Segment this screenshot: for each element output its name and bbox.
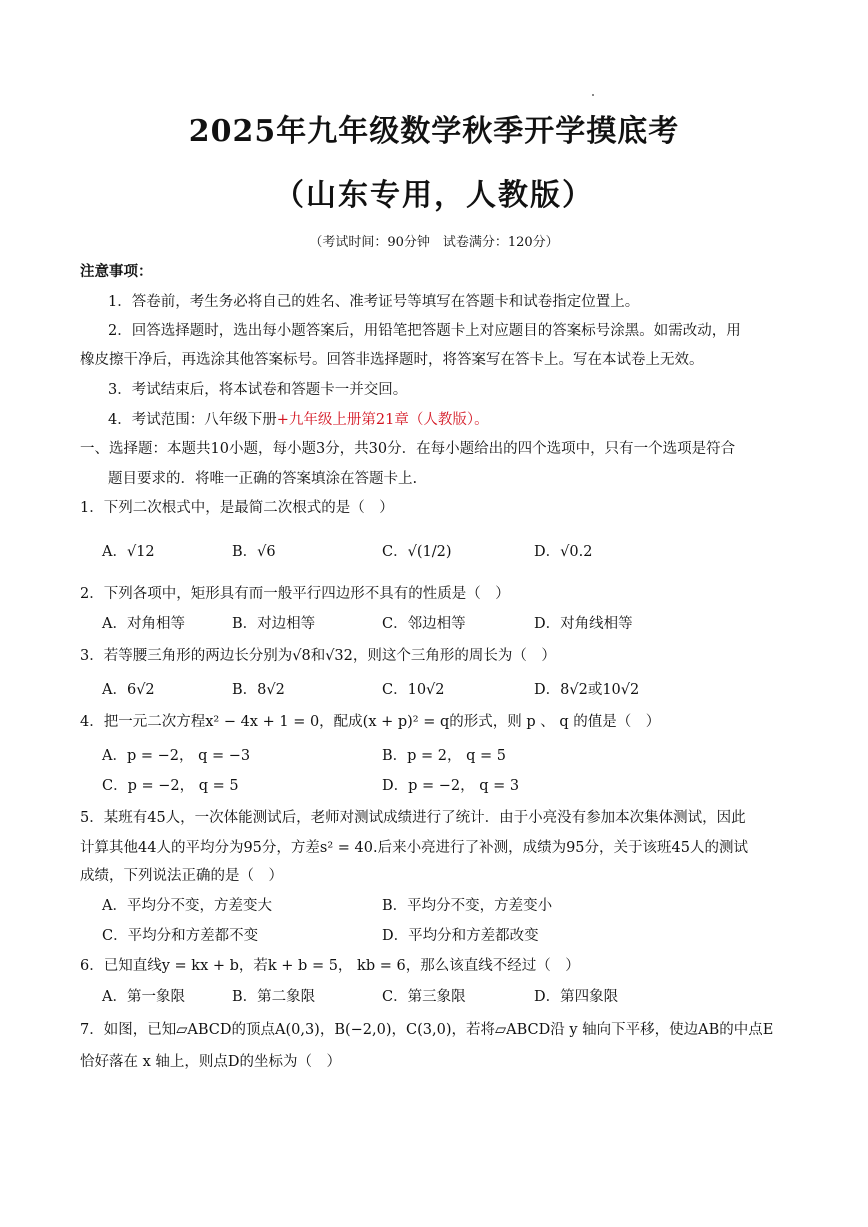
q6-option-d: D．第四象限 — [534, 989, 619, 1005]
q1-option-b: B．√6 — [232, 544, 276, 560]
q4-stem: 4．把一元二次方程x² − 4x + 1 = 0，配成(x + p)² = q的形式，则 p 、 q 的值是（ ） — [80, 714, 661, 730]
note-3: 3．考试结束后，将本试卷和答题卡一并交回。 — [108, 382, 408, 398]
q4-option-b: B．p = 2， q = 5 — [382, 748, 507, 764]
q1-option-a: A．√12 — [102, 544, 155, 560]
section-1-line1: 一、选择题：本题共10小题，每小题3分，共30分．在每小题给出的四个选项中，只有一个选项是符合 — [80, 441, 736, 457]
q2-stem: 2．下列各项中，矩形具有而一般平行四边形不具有的性质是（ ） — [80, 586, 510, 602]
note-2-line1: 2．回答选择题时，选出每小题答案后，用铅笔把答题卡上对应题目的答案标号涂黑。如需改动，用 — [108, 323, 741, 339]
q2-option-b: B．对边相等 — [232, 616, 316, 632]
q1-stem: 1．下列二次根式中，是最简二次根式的是（ ） — [80, 500, 394, 516]
q2-option-a: A．对角相等 — [102, 616, 185, 632]
q3-stem: 3．若等腰三角形的两边长分别为√8和√32，则这个三角形的周长为（ ） — [80, 648, 556, 664]
note-2-line2: 橡皮擦干净后，再选涂其他答案标号。回答非选择题时，将答案写在答卡上。写在本试卷上无效。 — [80, 352, 704, 368]
notes-heading: 注意事项： — [80, 263, 153, 280]
q1-option-c: C．√(1/2) — [382, 544, 452, 560]
q1-option-d: D．√0.2 — [534, 544, 593, 560]
q4-option-a: A．p = −2， q = −3 — [102, 748, 251, 764]
speck — [592, 94, 594, 96]
q5-line2: 计算其他44人的平均分为95分，方差s² = 40.后来小亮进行了补测，成绩为95分，关于该班45人的测试 — [80, 840, 748, 856]
q6-option-b: B．第二象限 — [232, 989, 316, 1005]
q3-option-d: D．8√2或10√2 — [534, 682, 640, 698]
q3-option-a: A．6√2 — [102, 682, 155, 698]
page-title: 2025年九年级数学秋季开学摸底考 — [188, 114, 680, 149]
q5-option-d: D．平均分和方差都改变 — [382, 928, 539, 944]
note-4-scope-red: +九年级上册第21章（人教版）。 — [276, 412, 489, 428]
note-4 — [108, 410, 489, 430]
q3-option-c: C．10√2 — [382, 682, 445, 698]
q4-option-d: D．p = −2， q = 3 — [382, 778, 520, 794]
q5-line3: 成绩，下列说法正确的是（ ） — [80, 868, 283, 884]
q2-option-d: D．对角线相等 — [534, 616, 633, 632]
q7-line2: 恰好落在 x 轴上，则点D的坐标为（ ） — [80, 1054, 342, 1070]
q5-option-b: B．平均分不变，方差变小 — [382, 898, 553, 914]
note-4-scope: 4．考试范围：八年级下册 — [108, 412, 277, 428]
page-subtitle: （山东专用，人教版） — [274, 178, 594, 213]
q3-option-b: B．8√2 — [232, 682, 285, 698]
q2-option-c: C．邻边相等 — [382, 616, 466, 632]
q7-line1: 7．如图，已知▱ABCD的顶点A(0,3)，B(−2,0)，C(3,0)，若将▱ABCD沿 y 轴向下平移，使边AB的中点E — [80, 1022, 774, 1038]
q5-option-c: C．平均分和方差都不变 — [102, 928, 259, 944]
exam-info: （考试时间：90分钟 试卷满分：120分） — [309, 235, 559, 250]
q6-option-c: C．第三象限 — [382, 989, 466, 1005]
q5-line1: 5．某班有45人，一次体能测试后，老师对测试成绩进行了统计．由于小亮没有参加本次集体测试，因此 — [80, 810, 746, 826]
section-1-line2: 题目要求的．将唯一正确的答案填涂在答题卡上. — [108, 471, 418, 487]
q6-option-a: A．第一象限 — [102, 989, 185, 1005]
q5-option-a: A．平均分不变，方差变大 — [102, 898, 272, 914]
q6-stem: 6．已知直线y = kx + b，若k + b = 5， kb = 6，那么该直线不经过（ ） — [80, 958, 580, 974]
q4-option-c: C．p = −2， q = 5 — [102, 778, 239, 794]
note-1: 1．答卷前，考生务必将自己的姓名、准考证号等填写在答题卡和试卷指定位置上。 — [108, 294, 640, 310]
